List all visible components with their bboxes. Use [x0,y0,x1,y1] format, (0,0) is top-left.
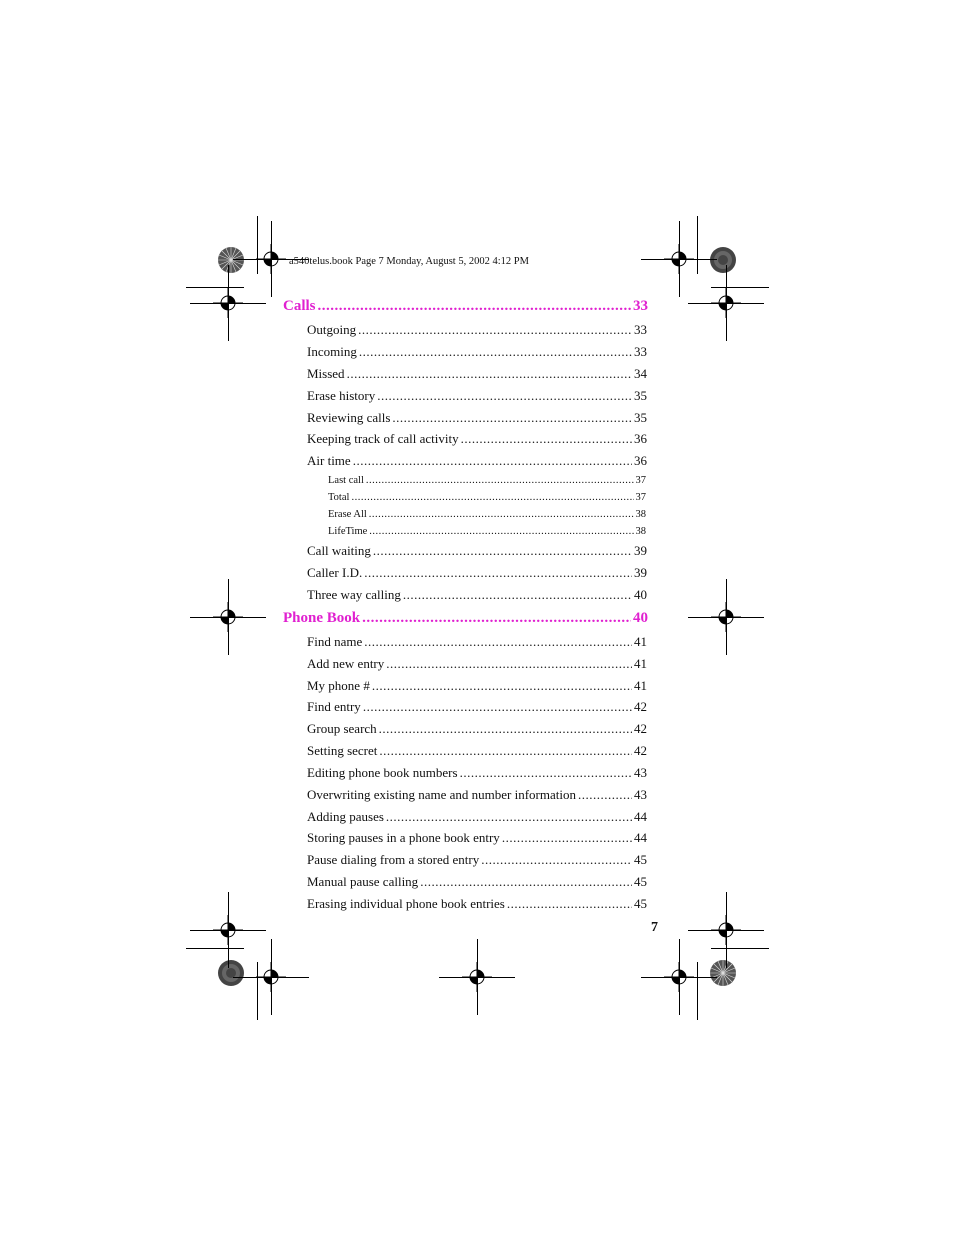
toc-entry-label: Find name [307,634,363,649]
toc-leader-dots [363,699,632,715]
toc-leader-dots [377,388,632,404]
toc-page-number: 37 [635,492,646,503]
toc-page-number: 39 [634,543,647,558]
crop-line [688,303,764,304]
toc-entry-label: Keeping track of call activity [307,431,459,446]
toc-entry[interactable] [307,344,647,360]
toc-entry-label: LifeTime [328,526,368,537]
crop-line [190,617,266,618]
toc-entry[interactable] [307,453,647,469]
toc-entry[interactable] [307,874,647,890]
toc-leader-dots [364,565,632,581]
toc-entry-label: Reviewing calls [307,410,391,425]
toc-page-number: 36 [634,453,647,468]
toc-entry[interactable] [307,678,647,694]
toc-page-number: 41 [634,678,647,693]
toc-leader-dots [369,526,633,537]
toc-section-title: Calls [283,298,316,314]
toc-entry-label: Adding pauses [307,809,384,824]
toc-page-number: 38 [635,526,646,537]
toc-page-number: 45 [634,874,647,889]
toc-leader-dots [507,896,632,912]
toc-entry[interactable] [307,543,647,559]
toc-entry-label: Editing phone book numbers [307,765,458,780]
crop-line [190,303,266,304]
toc-leader-dots [386,809,632,825]
toc-entry[interactable] [307,410,647,426]
crop-line [233,977,309,978]
toc-entry[interactable] [307,830,647,846]
toc-leader-dots [461,431,632,447]
toc-entry-label: Call waiting [307,543,371,558]
toc-entry[interactable] [307,322,647,338]
toc-section-heading[interactable] [283,298,648,315]
toc-leader-dots [362,610,631,627]
toc-entry[interactable] [307,765,647,781]
toc-entry[interactable] [307,565,647,581]
toc-entry[interactable] [307,721,647,737]
toc-leader-dots [359,344,632,360]
toc-entry-label: Overwriting existing name and number information [307,787,576,802]
toc-page-number: 34 [634,366,647,381]
toc-subentry[interactable] [328,492,646,503]
toc-page-number: 38 [635,509,646,520]
toc-entry-label: Find entry [307,699,361,714]
toc-leader-dots [502,830,632,846]
starburst-mark-icon [709,959,737,987]
crop-line [688,617,764,618]
toc-leader-dots [373,543,632,559]
toc-entry-label: Air time [307,453,351,468]
crop-line [641,259,717,260]
toc-page-number: 33 [634,344,647,359]
toc-subentry[interactable] [328,509,646,520]
toc-entry[interactable] [307,896,647,912]
toc-leader-dots [353,453,632,469]
toc-page-number: 40 [633,610,648,626]
toc-entry-label: Erasing individual phone book entries [307,896,505,911]
crop-line [186,948,244,949]
toc-leader-dots [366,475,634,486]
toc-entry-label: Three way calling [307,587,401,602]
toc-entry-label: Erase history [307,388,376,403]
toc-entry-label: My phone # [307,678,370,693]
toc-page-number: 35 [634,388,647,403]
toc-leader-dots [351,492,633,503]
toc-entry-label: Erase All [328,509,367,520]
toc-entry[interactable] [307,699,647,715]
toc-leader-dots [379,743,632,759]
starburst-mark-icon [217,246,245,274]
toc-entry-label: Storing pauses in a phone book entry [307,830,500,845]
toc-entry-label: Outgoing [307,322,357,337]
toc-entry-label: Missed [307,366,345,381]
toc-entry[interactable] [307,809,647,825]
toc-entry-label: Group search [307,721,377,736]
toc-page-number: 33 [633,298,648,314]
file-header: a540telus.book Page 7 Monday, August 5, 2002 4:12 PM [289,256,529,267]
starburst-mark-icon [709,246,737,274]
toc-page-number: 40 [634,587,647,602]
toc-page-number: 42 [634,721,647,736]
toc-entry[interactable] [307,852,647,868]
toc-leader-dots [364,634,632,650]
toc-subentry[interactable] [328,475,646,486]
toc-entry[interactable] [307,366,647,382]
toc-leader-dots [420,874,632,890]
toc-entry-label: Incoming [307,344,357,359]
toc-page-number: 36 [634,431,647,446]
toc-page-number: 44 [634,809,647,824]
toc-page-number: 45 [634,852,647,867]
toc-page-number: 42 [634,743,647,758]
crop-line [697,962,698,1020]
toc-subentry[interactable] [328,526,646,537]
toc-entry[interactable] [307,743,647,759]
toc-page-number: 42 [634,699,647,714]
toc-entry-label: Manual pause calling [307,874,419,889]
toc-leader-dots [392,410,632,426]
toc-entry[interactable] [307,587,647,603]
toc-leader-dots [386,656,632,672]
toc-entry-label: Total [328,492,350,503]
toc-leader-dots [481,852,632,868]
toc-leader-dots [318,298,631,315]
toc-entry-label: Pause dialing from a stored entry [307,852,480,867]
toc-page-number: 43 [634,787,647,802]
toc-entry-label: Last call [328,475,364,486]
crop-line [688,930,764,931]
toc-leader-dots [403,587,632,603]
toc-leader-dots [460,765,632,781]
starburst-mark-icon [217,959,245,987]
toc-entry[interactable] [307,431,647,447]
crop-line [697,216,698,274]
toc-entry[interactable] [307,388,647,404]
toc-leader-dots [578,787,632,803]
toc-page-number: 37 [635,475,646,486]
toc-page-number: 43 [634,765,647,780]
toc-section-heading[interactable] [283,610,648,627]
toc-leader-dots [347,366,632,382]
toc-page-number: 41 [634,634,647,649]
toc-page-number: 35 [634,410,647,425]
toc-page-number: 45 [634,896,647,911]
crop-line [641,977,717,978]
toc-leader-dots [379,721,632,737]
toc-page-number: 33 [634,322,647,337]
toc-page-number: 44 [634,830,647,845]
toc-entry-label: Caller I.D. [307,565,363,580]
crop-line [711,948,769,949]
crop-line [190,930,266,931]
toc-section-title: Phone Book [283,610,361,626]
toc-entry-label: Add new entry [307,656,385,671]
toc-page-number: 39 [634,565,647,580]
toc-leader-dots [369,509,634,520]
page-number: 7 [651,920,658,935]
toc-entry[interactable] [307,656,647,672]
toc-page-number: 41 [634,656,647,671]
toc-entry-label: Setting secret [307,743,378,758]
crop-line [439,977,515,978]
toc-leader-dots [358,322,632,338]
toc-entry[interactable] [307,634,647,650]
toc-leader-dots [372,678,632,694]
toc-entry[interactable] [307,787,647,803]
